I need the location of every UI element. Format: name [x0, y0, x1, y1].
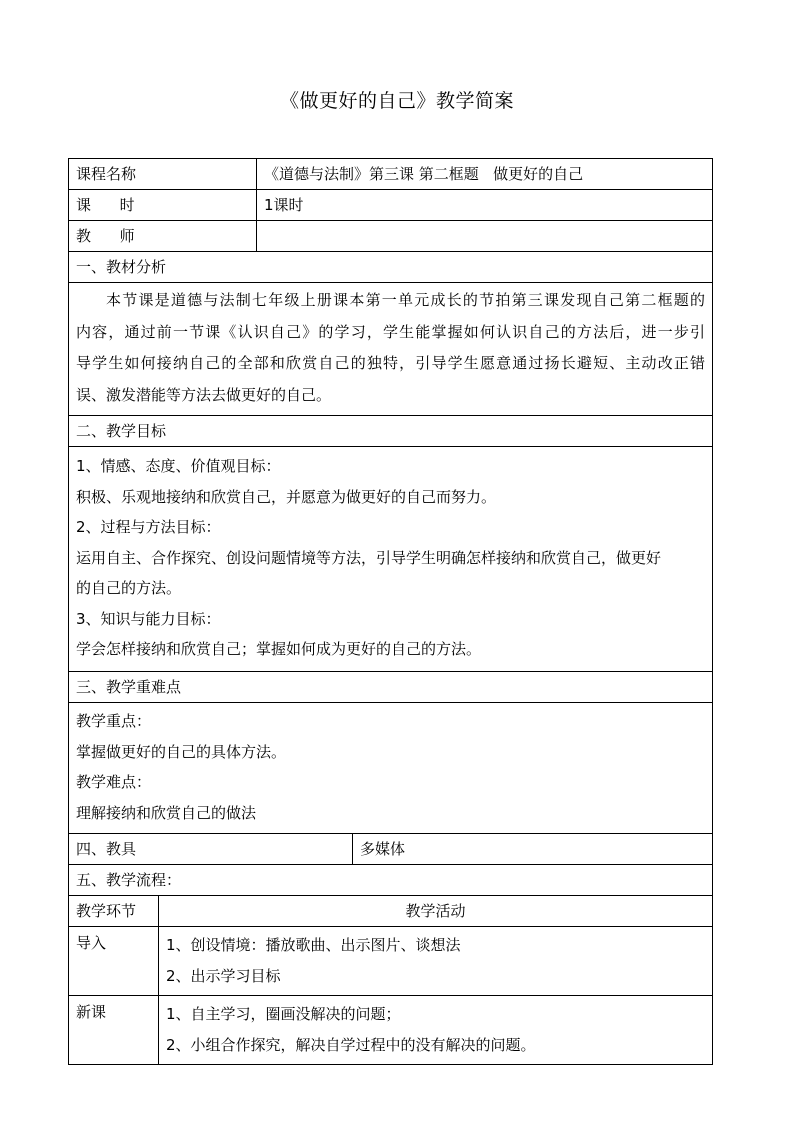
analysis-heading: 一、教材分析 [69, 252, 713, 283]
analysis-body [69, 283, 713, 416]
analysis-line: 内容，通过前一节课《认识自己》的学习，学生能掌握如何认识自己的方法后，进一步引 [76, 322, 706, 341]
lesson-plan-table [68, 158, 713, 1065]
keypoints-heading: 三、教学重难点 [69, 672, 713, 703]
process-activity: 2、小组合作探究，解决自学过程中的没有解决的问题。 [166, 1036, 536, 1054]
goals-line: 3、知识与能力目标： [76, 609, 221, 628]
goals-heading: 二、教学目标 [69, 416, 713, 447]
process-heading: 五、教学流程： [69, 865, 713, 896]
process-col-activity: 教学活动 [159, 896, 713, 927]
goals-line: 积极、乐观地接纳和欣赏自己，并愿意为做更好的自己而努力。 [76, 487, 497, 506]
goals-heading-row [69, 416, 713, 447]
process-stage: 导入 [69, 927, 159, 996]
analysis-line: 导学生如何接纳自己的全部和欣赏自己的独特，引导学生愿意通过扬长避短、主动改正错 [76, 354, 706, 372]
process-stage: 新课 [69, 996, 159, 1065]
process-heading-row [69, 865, 713, 896]
keypoints-body [69, 703, 713, 834]
process-col-stage: 教学环节 [69, 896, 159, 927]
document-title: 《做更好的自己》教学简案 [279, 90, 514, 112]
analysis-body-row [69, 283, 713, 416]
process-activity: 1、自主学习，圈画没解决的问题； [166, 1005, 401, 1023]
keypoints-heading-row [69, 672, 713, 703]
process-row-intro [69, 927, 713, 996]
analysis-line: 本节课是道德与法制七年级上册课本第一单元成长的节拍第三课发现自己第二框题的 [106, 291, 706, 309]
goals-body-row [69, 447, 713, 672]
hours-row [69, 190, 713, 221]
teacher-value [257, 221, 713, 252]
tools-value: 多媒体 [353, 834, 713, 865]
goals-body [69, 447, 713, 672]
keypoints-line: 理解接纳和欣赏自己的做法 [76, 803, 257, 822]
tools-row [69, 834, 713, 865]
keypoints-body-row [69, 703, 713, 834]
process-activities [159, 927, 713, 996]
goals-line: 2、过程与方法目标： [76, 518, 221, 537]
process-row-new [69, 996, 713, 1065]
hours-value: 1课时 [257, 190, 713, 221]
hours-label: 课 时 [69, 190, 257, 221]
analysis-heading-row [69, 252, 713, 283]
course-value: 《道德与法制》第三课 第二框题 做更好的自己 [257, 159, 713, 190]
keypoints-line: 教学重点： [76, 712, 152, 730]
tools-label: 四、教具 [69, 834, 353, 865]
course-label: 课程名称 [69, 159, 257, 190]
goals-line: 学会怎样接纳和欣赏自己；掌握如何成为更好的自己的方法。 [76, 640, 482, 659]
goals-line: 运用自主、合作探究、创设问题情境等方法，引导学生明确怎样接纳和欣赏自己，做更好 [76, 548, 662, 567]
goals-line: 1、情感、态度、价值观目标： [76, 457, 281, 476]
analysis-line: 误、激发潜能等方法去做更好的自己。 [76, 385, 332, 404]
course-row [69, 159, 713, 190]
teacher-label: 教 师 [69, 221, 257, 252]
process-activities [159, 996, 713, 1065]
keypoints-line: 教学难点： [76, 773, 152, 791]
process-header-row [69, 896, 713, 927]
goals-line: 的自己的方法。 [76, 579, 182, 598]
process-activity: 2、出示学习目标 [166, 967, 281, 985]
process-activity: 1、创设情境：播放歌曲、出示图片、谈想法 [166, 936, 461, 954]
teacher-row [69, 221, 713, 252]
keypoints-line: 掌握做更好的自己的具体方法。 [76, 742, 287, 761]
